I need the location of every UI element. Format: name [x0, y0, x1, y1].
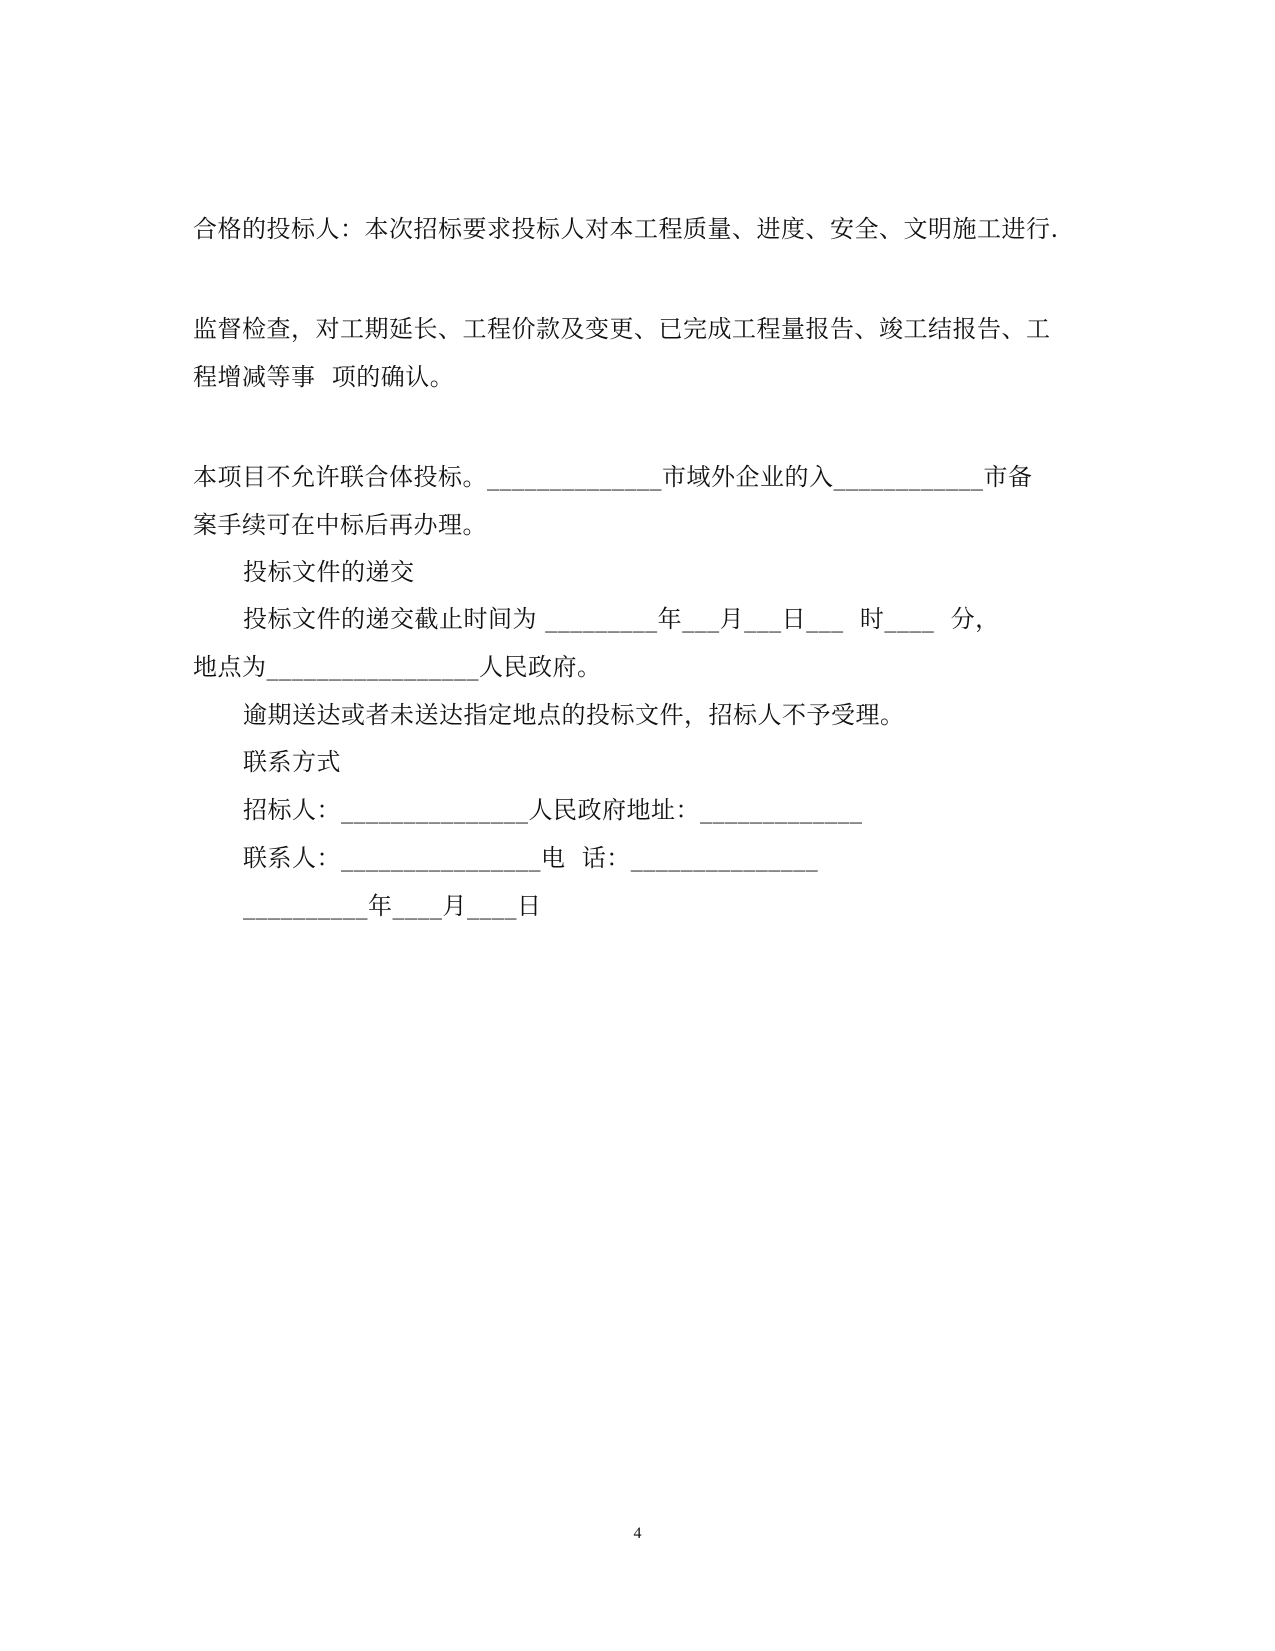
contact-line-tenderer: 招标人：_______________人民政府地址：_____________ [243, 796, 863, 824]
contact-line-person-phone: 联系人：________________电 话：_______________ [243, 844, 819, 872]
paragraph-line-late-submission: 逾期送达或者未送达指定地点的投标文件，招标人不予受理。 [243, 701, 905, 729]
paragraph-line-consortium: 本项目不允许联合体投标。______________市域外企业的入____________市备 [193, 463, 1033, 491]
section-heading-contact: 联系方式 [243, 748, 341, 776]
paragraph-line-confirmation: 程增减等事 项的确认。 [193, 363, 455, 391]
paragraph-line-location: 地点为_________________人民政府。 [193, 653, 602, 681]
paragraph-line-supervision: 监督检查，对工期延长、工程价款及变更、已完成工程量报告、竣工结报告、工 [193, 315, 1051, 343]
paragraph-line-qualified-bidder: 合格的投标人：本次招标要求投标人对本工程质量、进度、安全、文明施工进行. [193, 215, 1059, 243]
section-heading-submission: 投标文件的递交 [243, 558, 415, 586]
date-line: __________年____月____日 [243, 892, 542, 920]
page-number: 4 [633, 1525, 642, 1542]
paragraph-line-registration: 案手续可在中标后再办理。 [193, 511, 487, 539]
paragraph-line-deadline: 投标文件的递交截止时间为 _________年___月___日___ 时____ 分， [243, 605, 1000, 633]
